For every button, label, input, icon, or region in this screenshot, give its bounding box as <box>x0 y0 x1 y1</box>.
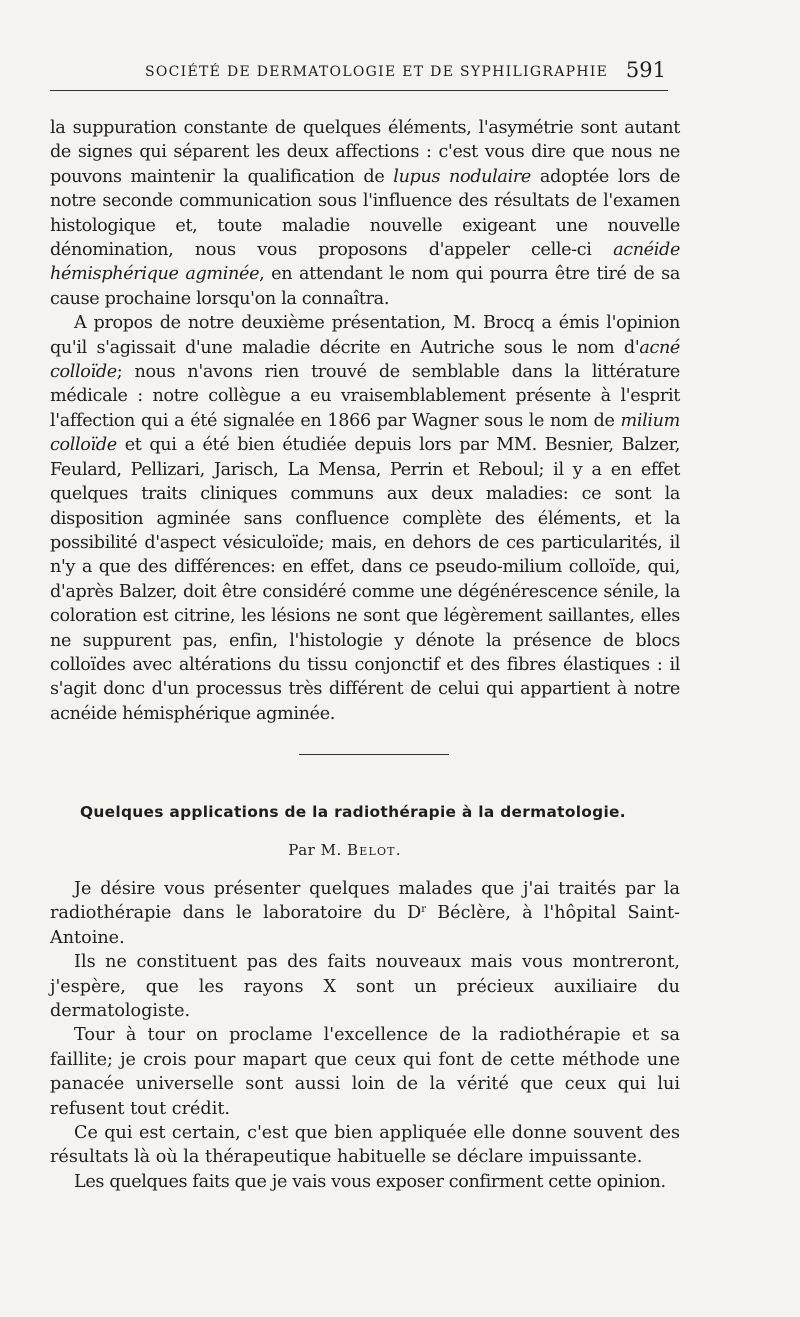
paragraph-1-text-a: la suppuration constante de quelques éléments, l'asymétrie sont autant de signes qui séparent les deux affections : c'est vous dire que nous ne pouvons maintenir la qualification de <box>50 118 680 187</box>
byline-prefix: Par M. <box>288 840 347 859</box>
paragraph-1-italic-b: acnéide hémisphérique agminée <box>50 240 680 285</box>
paragraph-1 <box>50 116 680 311</box>
paragraph-2-italic-b: milium colloïde <box>50 410 680 456</box>
paragraph-3-text-b: Béclère, à l'hôpital Saint-Antoine. <box>50 903 680 948</box>
paragraph-2-text-b: ; nous n'avons rien trouvé de semblable dans la littérature médicale : notre collègue a eu vraisemblablement présente à l'esprit l'affection qui a été signalée en 1866 par Wagner sous le nom de <box>50 362 680 431</box>
paragraph-5-text: Tour à tour on proclame l'excellence de la radiothérapie et sa faillite; je crois pour mapart que ceux qui font de cette méthode une panacée universelle sont aussi loin de la vérité que ceux qui lui refusent tout crédit. <box>50 1025 680 1119</box>
paragraph-5 <box>50 1023 680 1121</box>
paragraph-4-text: Ils ne constituent pas des faits nouveaux mais vous montreront, j'espère, que les rayons X sont un précieux auxiliaire du dermatologiste. <box>50 952 680 1021</box>
byline <box>50 838 680 862</box>
paragraph-4 <box>50 950 680 1023</box>
paragraph-1-text-c: , en attendant le nom qui pourra être tiré de sa cause prochaine lorsqu'on la connaîtra. <box>50 264 680 309</box>
paragraph-1-text-b: adoptée lors de notre seconde communication sous l'influence des résultats de l'examen histologique et, toute maladie nouvelle exigeant une nouvelle dénomination, nous vous proposons d'appeler celle-ci <box>50 166 681 261</box>
paragraph-3-superscript: r <box>421 904 427 916</box>
page-number: 591 <box>625 58 666 82</box>
page-header <box>50 58 668 91</box>
paragraph-2-text-a: A propos de notre deuxième présentation, M. Brocq a émis l'opinion qu'il s'agissait d'une maladie décrite en Autriche sous le nom d' <box>50 313 680 358</box>
section-divider <box>299 754 449 755</box>
paragraph-2-italic-a: acné colloïde <box>50 337 680 383</box>
paragraph-6 <box>50 1121 680 1170</box>
byline-author: Belot. <box>347 840 402 859</box>
page-body <box>50 116 680 1194</box>
paragraph-1-italic-a: lupus nodulaire <box>393 166 531 187</box>
paragraph-3 <box>50 877 680 950</box>
section-title: Quelques applications de la radiothérapie à la dermatologie. <box>80 803 626 822</box>
paragraph-6-text: Ce qui est certain, c'est que bien appliquée elle donne souvent des résultats là où la thérapeutique habituelle se déclare impuissante. <box>50 1123 680 1168</box>
paragraph-7 <box>50 1170 680 1194</box>
paragraph-2 <box>50 311 680 726</box>
paragraph-7-text: Les quelques faits que je vais vous exposer confirment cette opinion. <box>74 1171 666 1192</box>
paragraph-3-text-a: Je désire vous présenter quelques malades que j'ai traités par la radiothérapie dans le laboratoire du D <box>50 878 680 924</box>
running-head: SOCIÉTÉ DE DERMATOLOGIE ET DE SYPHILIGRAPHIE <box>145 64 609 80</box>
paragraph-2-text-c: et qui a été bien étudiée depuis lors par MM. Besnier, Balzer, Feulard, Pellizari, Jarisch, La Mensa, Perrin et Reboul; il y a en effet quelques traits cliniques communs aux deux maladies: ce sont la disposition agminée sans confluence complète des éléments, et la possibilité d'aspect vésiculoïde; mais, en dehors de ces particularités, il n'y a que des différences: en effet, dans ce pseudo-milium colloïde, qui, d'après Balzer, doit être considéré comme une dégénérescence sénile, la coloration est citrine, les lésions ne sont que légèrement saillantes, elles ne suppurent pas, enfin, l'histologie y dénote la présence de blocs colloïdes avec altérations du tissu conjonctif et des fibres élastiques : il s'agit donc d'un processus très différent de celui qui appartient à notre acnéide hémisphérique agminée. <box>50 435 680 724</box>
